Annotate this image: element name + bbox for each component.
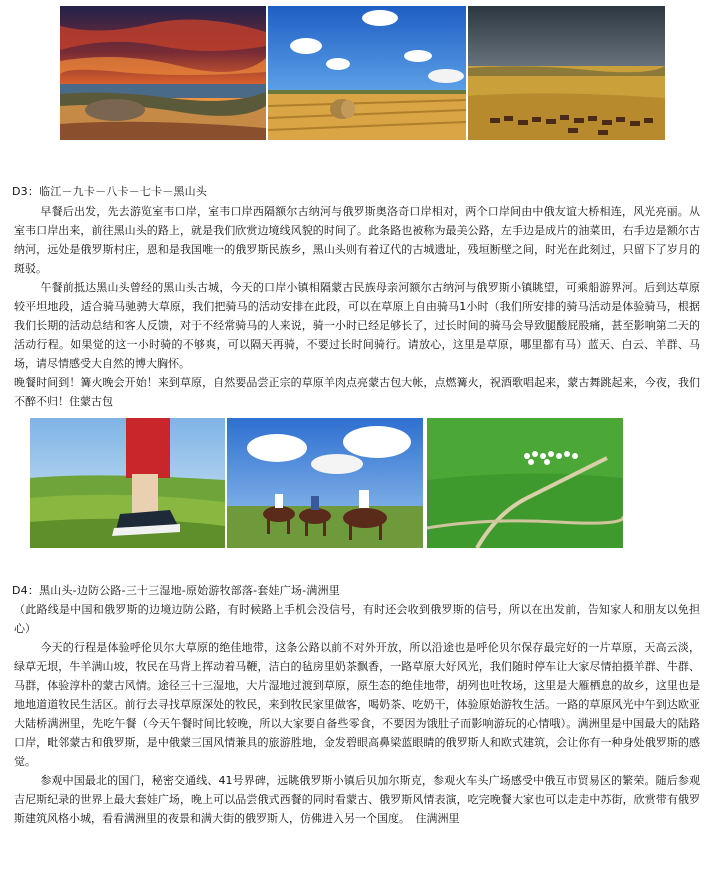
day4-body (14, 600, 700, 828)
hay-bale-field-photo (268, 6, 466, 140)
horse-riders-photo (227, 418, 423, 548)
day3-paragraph: 早餐后出发，先去游览室韦口岸，室韦口岸西隔额尔古纳河与俄罗斯奥洛奇口岸相对，两个口岸间由中俄友谊大桥相连，风光亮丽。从室韦口岸出来，前往黑山头的路上，就是我们欣赏边境线风貌的时间了。此条路也被称为最美公路，左手边是成片的油菜田，右手边是额尔古纳河，远处是俄罗斯村庄，恩和是我国唯一的俄罗斯民族乡，黑山头则有着辽代的古城遗址，残垣断壁之间，时光在此刻过，只留下了岁月的斑驳。 (14, 205, 700, 275)
day4-paragraph: 参观中国最北的国门，秘密交通线、41号界碑，远眺俄罗斯小镇后贝加尔斯克，参观火车头广场感受中俄互市贸易区的繁荣。随后参观吉尼斯纪录的世界上最大套娃广场，晚上可以品尝俄式西餐的同时看蒙古、俄罗斯风情表演，吃完晚餐大家也可以走走中苏街，欣赏带有俄罗斯建筑风格小城，看看满洲里的夜景和满大街的俄罗斯人，仿佛进入另一个国度。 住满洲里 (14, 774, 700, 825)
day3-body (14, 202, 700, 411)
sunset-coast-photo (60, 6, 266, 140)
day4-note: （此路线是中国和俄罗斯的边境边防公路，有时候路上手机会没信号，有时还会收到俄罗斯的信号，所以在出发前，告知家人和朋友以免担心） (14, 603, 700, 635)
yurt-camp-aerial-photo (427, 418, 623, 548)
sneaker-on-grass-photo (30, 418, 225, 548)
day3-paragraph: 午餐前抵达黑山头曾经的黑山头古城，今天的口岸小镇相隔蒙古民族母亲河额尔古纳河与俄罗斯小镇眺望，可乘船游界河。后到达草原较平坦地段，适合骑马驰骋大草原，我们把骑马的活动安排在此段，可以在草原上自由骑马1小时（我们所安排的骑马活动是体验骑马，根据我们长期的活动总结和客人反馈，对于不经常骑马的人来说，骑一小时已经足够长了，过长时间的骑马会导致腿酸屁股痛，甚至影响第二天的活动行程。如果觉的这一小时骑的不够爽，可以隔天再骑，不要过长时间骑行。请放心，这里是草原，哪里都有马）蓝天、白云、羊群、马场，请尽情感受大自然的博大胸怀。 (14, 281, 700, 370)
day4-paragraph: 今天的行程是体验呼伦贝尔大草原的绝佳地带，这条公路以前不对外开放，所以沿途也是呼伦贝尔保存最完好的一片草原，天高云淡，绿草无垠，牛羊满山坡，牧民在马背上挥动着马鞭，洁白的毡房里奶茶飘香，一路草原大好风光，我们随时停车让大家尽情拍摄羊群、牛群、马群，体验淳朴的蒙古风情。途径三十三湿地，大片湿地过渡到草原，原生态的绝佳地带，胡列也吐牧场，这里是大雁栖息的故乡，这里也是地地道道牧民生活区。前行去寻找草原深处的牧民，来到牧民家里做客，喝奶茶、吃奶干，体验原始游牧生活。一路的草原风光中午到达欧亚大陆桥满洲里，先吃午餐（今天午餐时间比较晚，所以大家要自备些零食，不要因为饿肚子而影响游玩的心情哦）。满洲里是中国最大的陆路口岸，毗邻蒙古和俄罗斯，是中俄蒙三国风情兼具的旅游胜地，金发碧眼高鼻梁蓝眼睛的俄罗斯人和欧式建筑，会让你有一种身处俄罗斯的感觉。 (14, 641, 700, 768)
day4-title: D4：黑山头-边防公路-三十三湿地-原始游牧部落-套娃广场-满洲里 (12, 584, 340, 597)
horse-herd-steppe-photo (468, 6, 665, 140)
day3-paragraph: 晚餐时间到！篝火晚会开始！来到草原，自然要品尝正宗的草原羊肉点亮蒙古包大帐，点燃篝火，祝酒歌唱起来，蒙古舞跳起来，今夜，我们不醉不归！住蒙古包 (14, 376, 700, 408)
day3-title: D3：临江－九卡－八卡－七卡－黑山头 (12, 185, 208, 198)
